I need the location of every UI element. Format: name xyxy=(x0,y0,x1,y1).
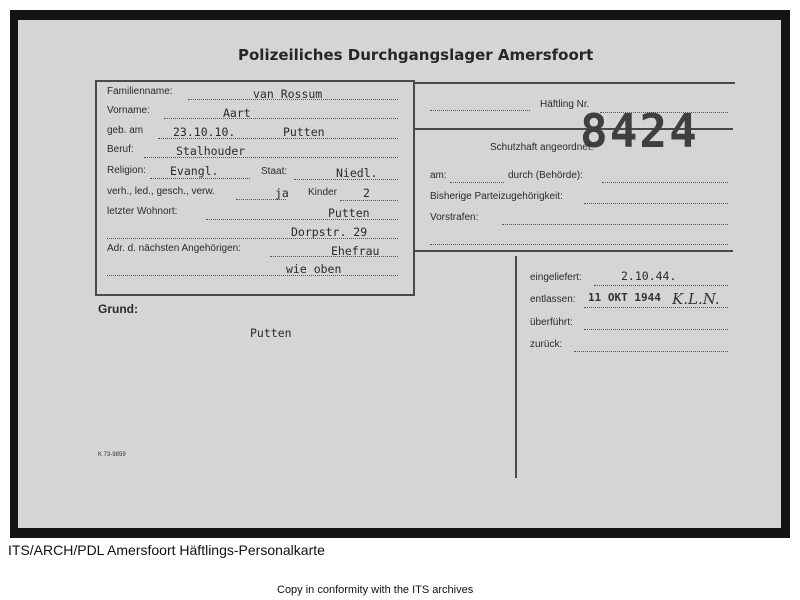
kinder-value: 2 xyxy=(363,186,370,200)
grund-value: Putten xyxy=(250,326,292,340)
box-left-line xyxy=(95,80,97,296)
angehoerige-value: Ehefrau xyxy=(331,244,380,258)
eingeliefert-value: 2.10.44. xyxy=(621,269,677,283)
geb-label: geb. am xyxy=(107,125,144,136)
angehoerige-adresse-value: wie oben xyxy=(286,262,342,276)
status-value: ja xyxy=(275,186,289,200)
entlassen-stamp: 11 OKT 1944 xyxy=(588,291,661,304)
schutzhaft-label: Schutzhaft angeordnet: xyxy=(490,142,594,153)
wohnort-label: letzter Wohnort: xyxy=(107,206,178,217)
angehoerige-label: Adr. d. nächsten Angehörigen: xyxy=(107,243,241,254)
familienname-label: Familienname: xyxy=(107,86,173,97)
beruf-label: Beruf: xyxy=(107,144,134,155)
eingeliefert-label: eingeliefert: xyxy=(530,272,582,283)
entlassen-label: entlassen: xyxy=(530,294,576,305)
beruf-value: Stalhouder xyxy=(176,144,246,158)
familienname-value: van Rossum xyxy=(253,87,323,101)
geb-datum-value: 23.10.10. xyxy=(173,125,236,139)
religion-label: Religion: xyxy=(107,165,146,176)
am-label: am: xyxy=(430,170,447,181)
entlassen-note: K.L.N. xyxy=(672,290,720,308)
kinder-label: Kinder xyxy=(308,187,337,198)
wohnort-value: Putten xyxy=(328,206,370,220)
form-number: K 73-9859 xyxy=(98,452,126,458)
vorname-label: Vorname: xyxy=(107,105,150,116)
staat-label: Staat: xyxy=(261,166,288,177)
vorname-value: Aart xyxy=(223,106,251,120)
zurueck-label: zurück: xyxy=(530,339,563,350)
copy-caption: Copy in conformity with the ITS archives xyxy=(277,584,474,596)
box-right-line xyxy=(413,80,415,296)
ueberfuehrt-label: überführt: xyxy=(530,317,573,328)
personal-card xyxy=(18,20,781,528)
vorstrafen-label: Vorstrafen: xyxy=(430,212,479,223)
transfer-left-line xyxy=(515,256,517,478)
strasse-value: Dorpstr. 29 xyxy=(291,225,368,239)
box-top-line xyxy=(95,80,415,82)
haeftling-label: Häftling Nr. xyxy=(540,99,590,110)
grund-label: Grund: xyxy=(98,302,138,316)
status-label: verh., led., gesch., verw. xyxy=(107,186,215,197)
schutzhaft-bottom-line xyxy=(415,250,733,252)
right-top-line xyxy=(415,82,735,84)
religion-value: Evangl. xyxy=(170,164,219,178)
durch-label: durch (Behörde): xyxy=(508,170,584,181)
card-title: Polizeiliches Durchgangslager Amersfoort xyxy=(238,46,594,64)
partei-label: Bisherige Parteizugehörigkeit: xyxy=(430,191,563,202)
box-bottom-line xyxy=(95,294,415,296)
haeftling-number: 8424 xyxy=(580,104,699,158)
geb-ort-value: Putten xyxy=(283,125,325,139)
archive-caption: ITS/ARCH/PDL Amersfoort Häftlings-Personalkarte xyxy=(8,542,325,558)
staat-value: Niedl. xyxy=(336,166,378,180)
